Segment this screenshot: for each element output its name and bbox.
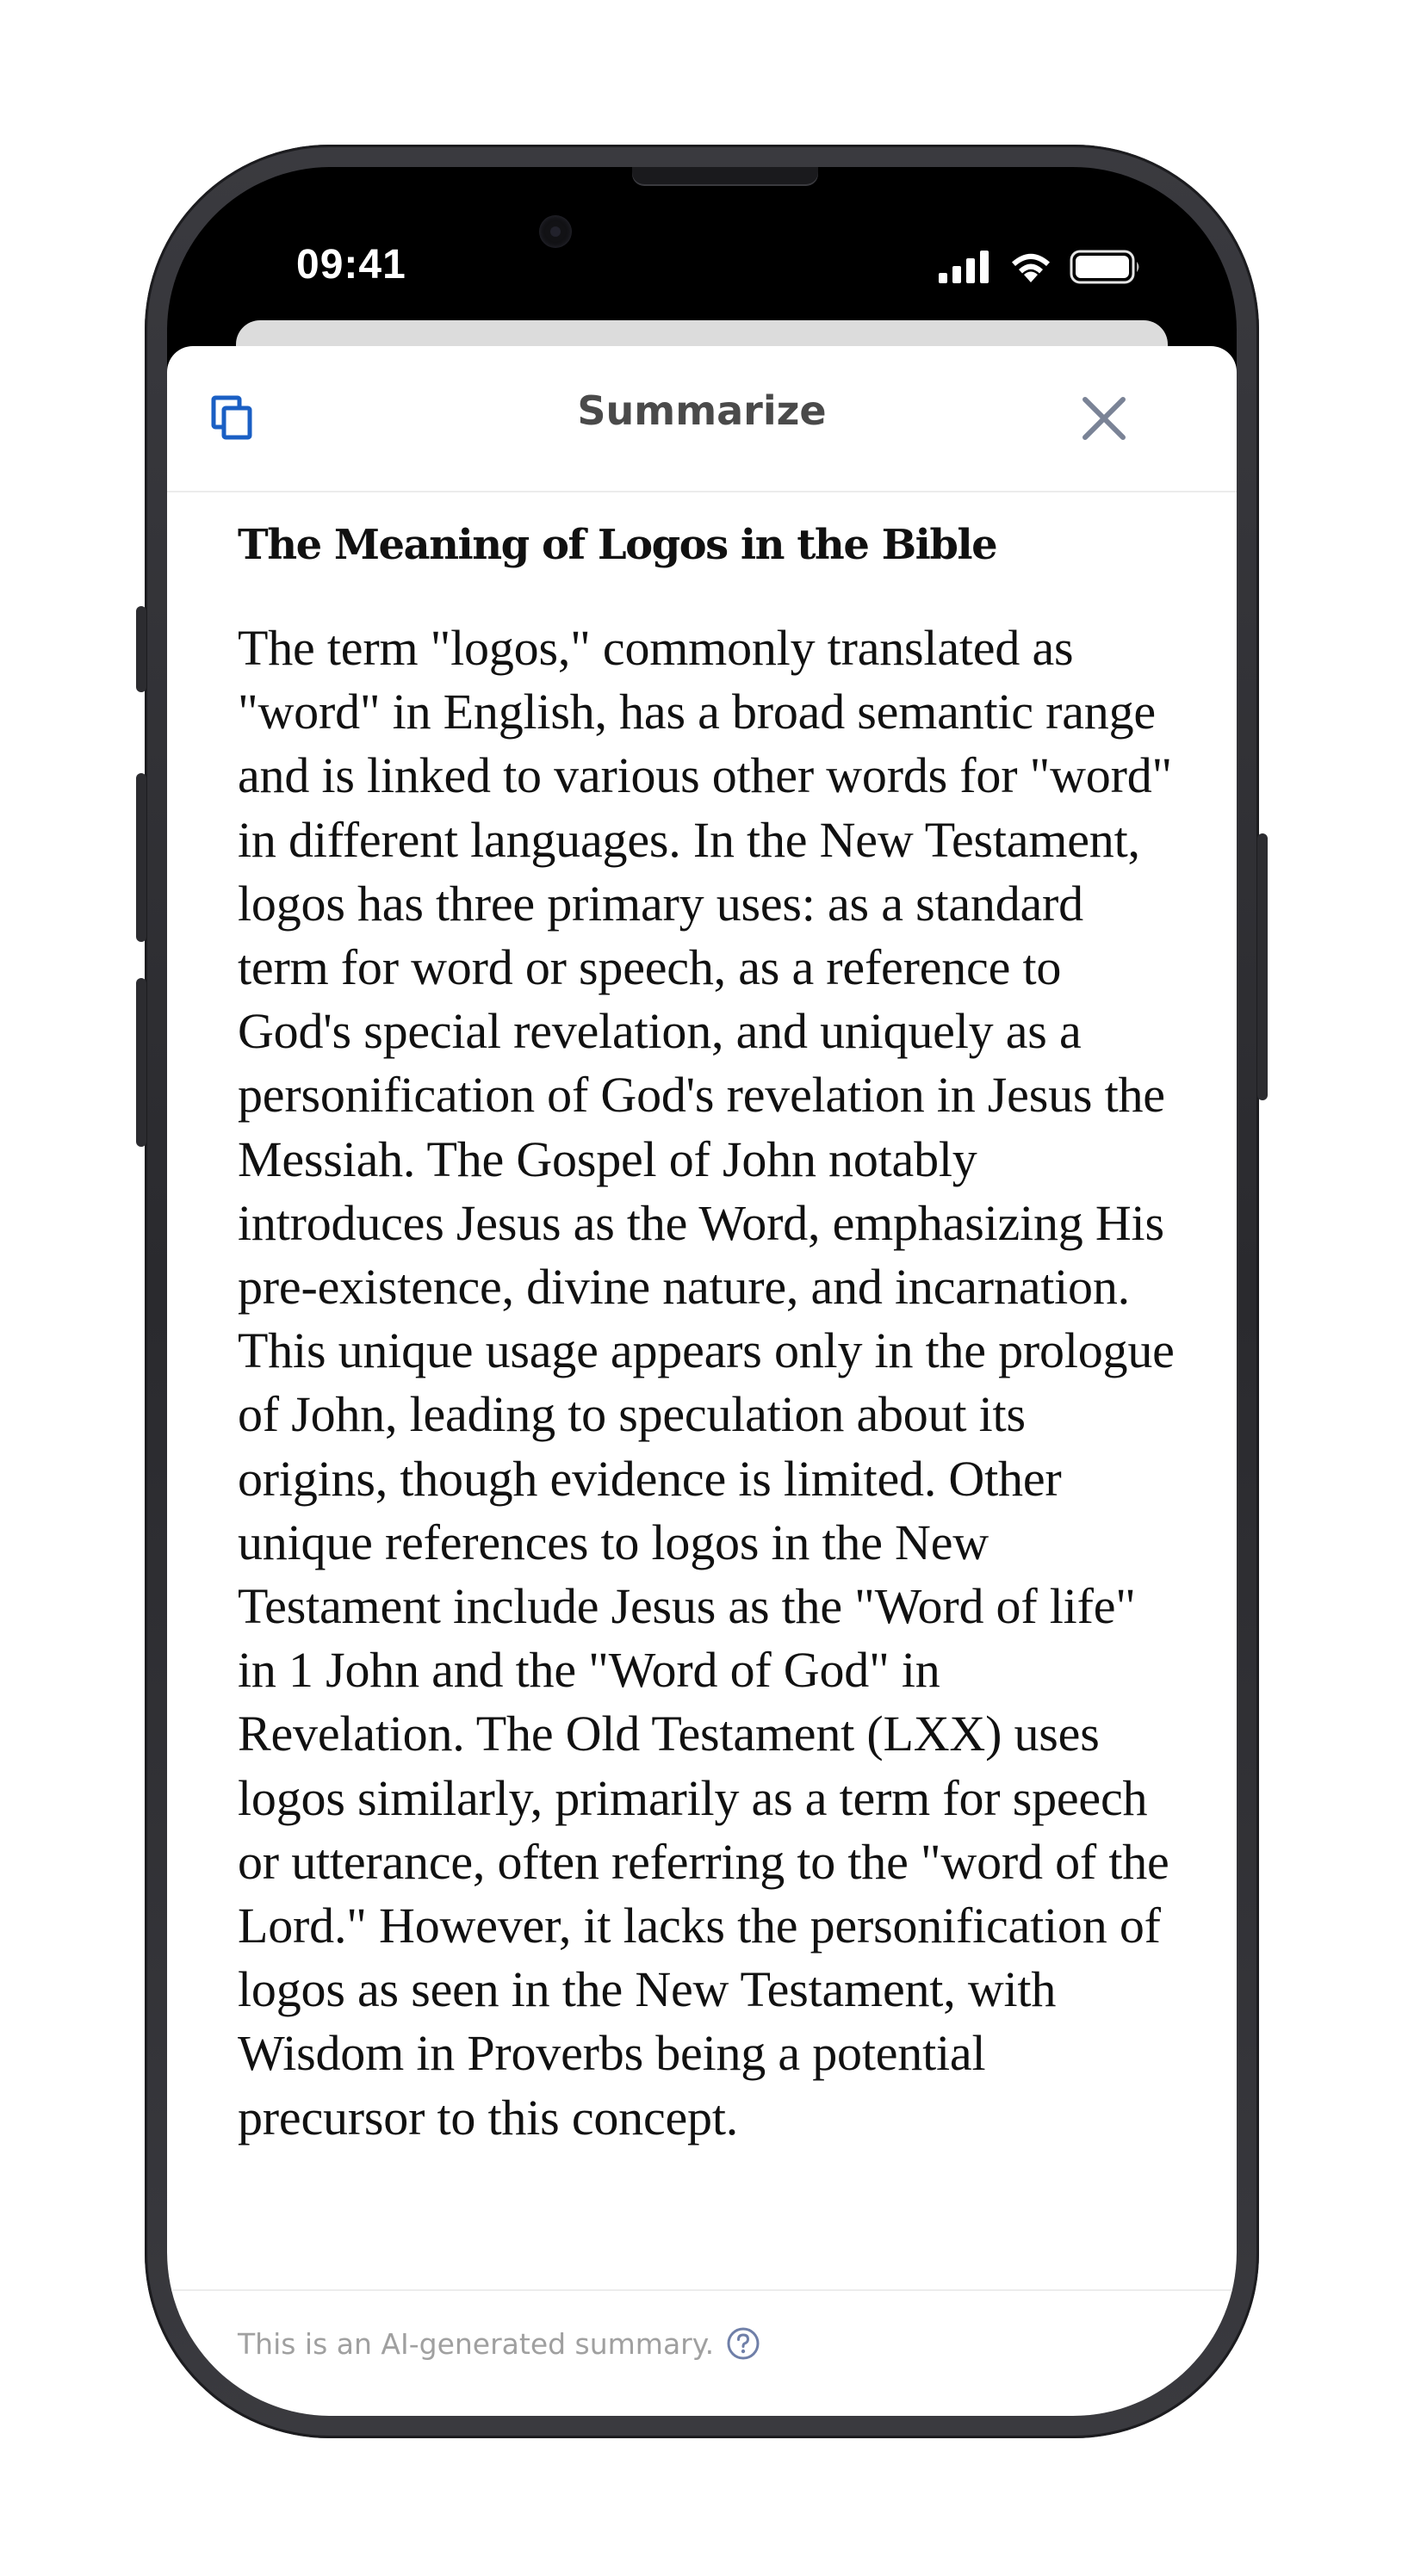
power-button bbox=[1257, 833, 1268, 1100]
footer-divider bbox=[167, 2289, 1237, 2291]
summary-heading: The Meaning of Logos in the Bible bbox=[238, 521, 997, 569]
summary-body: The term "logos," commonly translated as "word" in English, has a broad semantic range and is linked to various other words for "word" in different languages. In the New Testament, logos has three primary uses: as a standard term for word or speech, as a reference to God's special revelation, and uniquely as a personification of God's revelation in Jesus the Messiah. The Gospel of John notably introduces Jesus as the Word, emphasizing His pre-existence, divine nature, and incarnation. This unique usage appears only in the prologue of John, leading to speculation about its origins, though evidence is limited. Other unique references to logos in the New Testament include Jesus as the "Word of life" in 1 John and the "Word of God" in Revelation. The Old Testament (LXX) uses logos similarly, primarily as a term for speech or utterance, often referring to the "word of the Lord." However, it lacks the personification of logos as seen in the New Testament, with Wisdom in Proverbs being a potential precursor to this concept. bbox=[238, 620, 1175, 2146]
volume-up-button bbox=[136, 773, 146, 942]
footer-note bbox=[238, 2326, 760, 2361]
close-icon[interactable] bbox=[1076, 391, 1132, 446]
wifi-icon bbox=[1008, 250, 1054, 284]
battery-icon bbox=[1070, 250, 1142, 284]
sheet-header bbox=[167, 346, 1237, 492]
summary-sheet bbox=[167, 346, 1237, 2416]
ai-disclaimer-text: This is an AI-generated summary. bbox=[238, 2326, 715, 2361]
volume-down-button bbox=[136, 978, 146, 1147]
phone-frame bbox=[145, 145, 1259, 2438]
summary-content bbox=[238, 515, 1176, 2150]
front-camera bbox=[539, 215, 572, 248]
phone-screen bbox=[167, 167, 1237, 2416]
earpiece bbox=[632, 167, 818, 184]
action-button bbox=[136, 606, 146, 692]
cellular-signal-icon bbox=[939, 251, 992, 283]
sheet-title: Summarize bbox=[577, 387, 827, 434]
status-icons bbox=[939, 250, 1142, 284]
status-time: 09:41 bbox=[296, 242, 406, 288]
help-circle-icon[interactable] bbox=[726, 2326, 760, 2361]
